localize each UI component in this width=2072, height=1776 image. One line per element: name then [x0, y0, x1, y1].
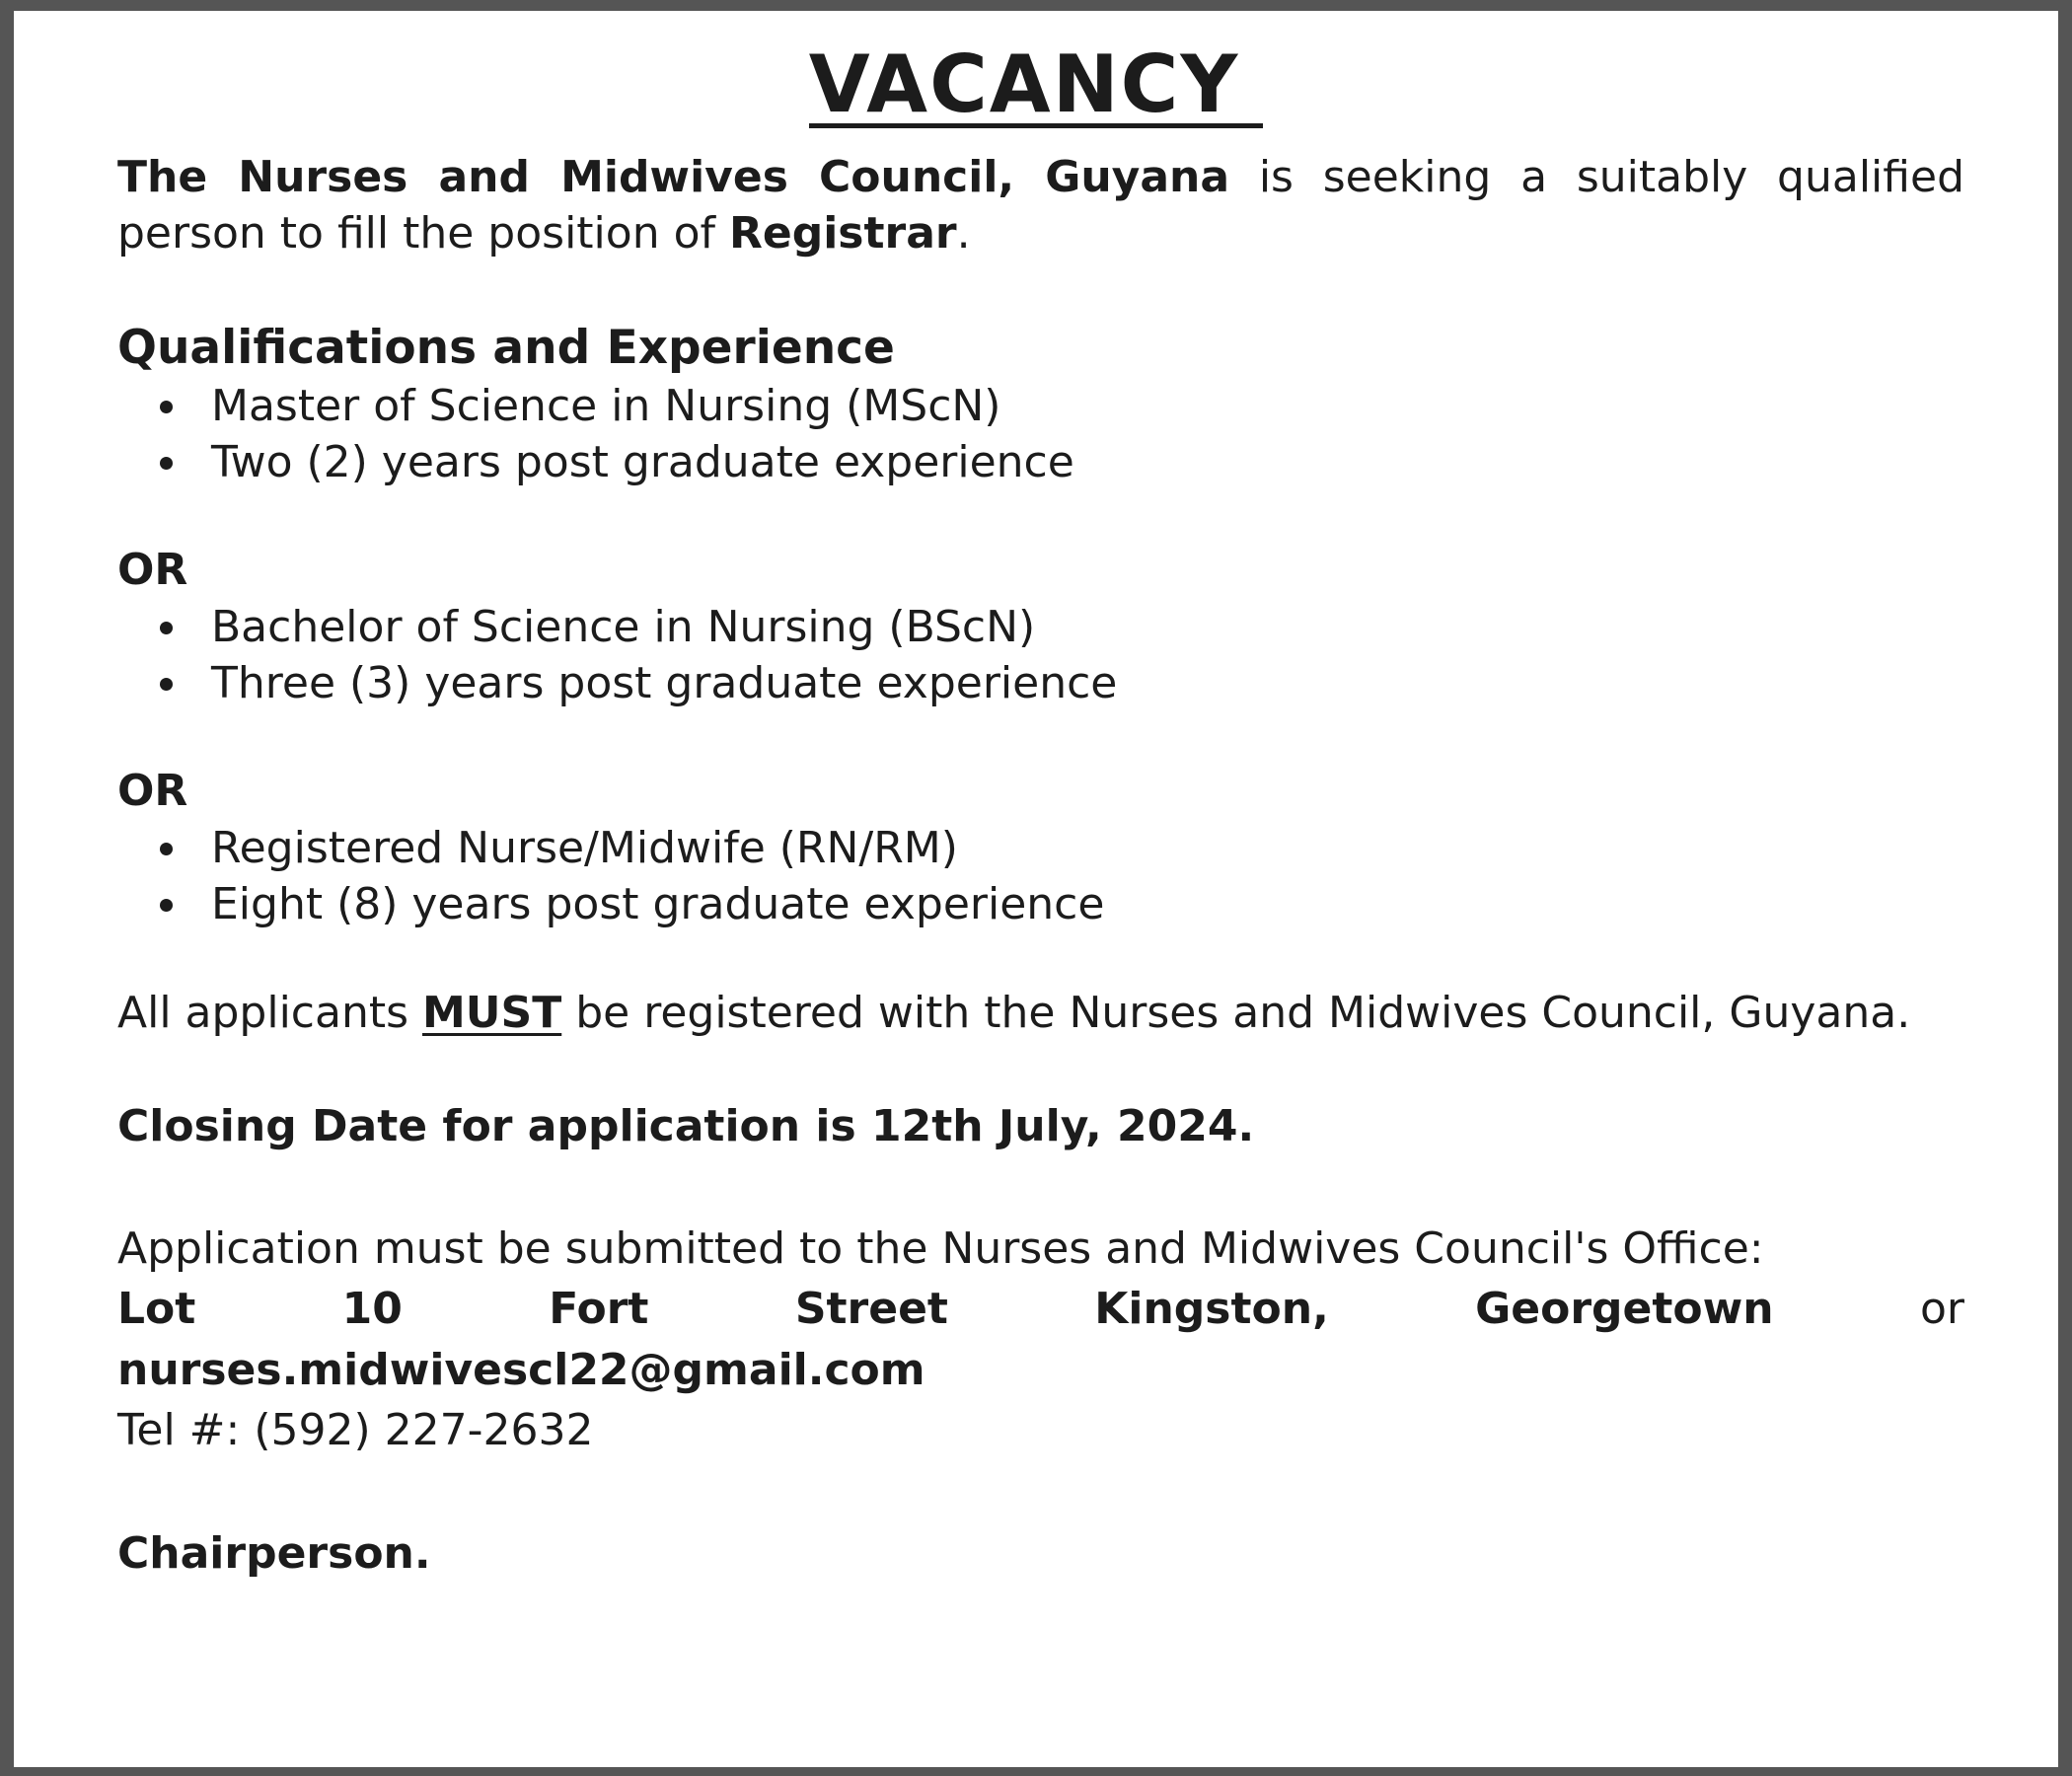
qualifications-heading: Qualifications and Experience	[117, 321, 895, 375]
org-name: The Nurses and Midwives Council, Guyana	[117, 152, 1230, 202]
office-address	[117, 1279, 1964, 1340]
bullet-icon	[160, 622, 173, 634]
option-2-list	[117, 599, 1964, 711]
or-separator: OR	[117, 545, 188, 595]
bullet-icon	[160, 678, 173, 691]
address-word: Street	[794, 1284, 948, 1334]
registration-note: All applicants MUST be registered with the Nurses and Midwives Council, Guyana.	[117, 988, 1911, 1038]
contact-email: nurses.midwivescl22@gmail.com	[117, 1345, 925, 1395]
vacancy-notice	[14, 11, 2058, 1767]
page-title	[14, 40, 2058, 129]
list-item: Registered Nurse/Midwife (RN/RM)	[117, 820, 1964, 876]
closing-date: Closing Date for application is 12th July, 2024.	[117, 1101, 1255, 1151]
submission-text: Application must be submitted to the Nurses and Midwives Council's Office:	[117, 1223, 1764, 1274]
list-item: Eight (8) years post graduate experience	[117, 876, 1964, 932]
list-item: Two (2) years post graduate experience	[117, 434, 1964, 490]
address-or: or	[1919, 1284, 1964, 1334]
address-word: Kingston,	[1094, 1284, 1329, 1334]
intro-end: .	[956, 208, 971, 259]
option-1-list	[117, 378, 1964, 490]
or-separator: OR	[117, 766, 188, 816]
bullet-icon	[160, 899, 173, 912]
signature: Chairperson.	[117, 1528, 431, 1579]
address-word: Lot	[117, 1284, 196, 1334]
must-emphasis: MUST	[422, 988, 562, 1038]
bullet-icon	[160, 843, 173, 855]
list-item: Three (3) years post graduate experience	[117, 655, 1964, 711]
intro-paragraph	[117, 149, 1964, 261]
position-name: Registrar	[728, 208, 957, 259]
list-item: Bachelor of Science in Nursing (BScN)	[117, 599, 1964, 655]
title-text: VACANCY	[809, 46, 1264, 128]
notice-body	[117, 149, 1964, 1583]
address-word: Fort	[549, 1284, 649, 1334]
bullet-icon	[160, 457, 173, 470]
list-item: Master of Science in Nursing (MScN)	[117, 378, 1964, 434]
address-word: Georgetown	[1475, 1284, 1774, 1334]
bullet-icon	[160, 401, 173, 413]
option-3-list	[117, 820, 1964, 932]
address-word: 10	[341, 1284, 403, 1334]
intro-text: is seeking a suitably qualified person to fill the position of	[117, 152, 1964, 259]
contact-phone: Tel #: (592) 227-2632	[117, 1405, 594, 1455]
